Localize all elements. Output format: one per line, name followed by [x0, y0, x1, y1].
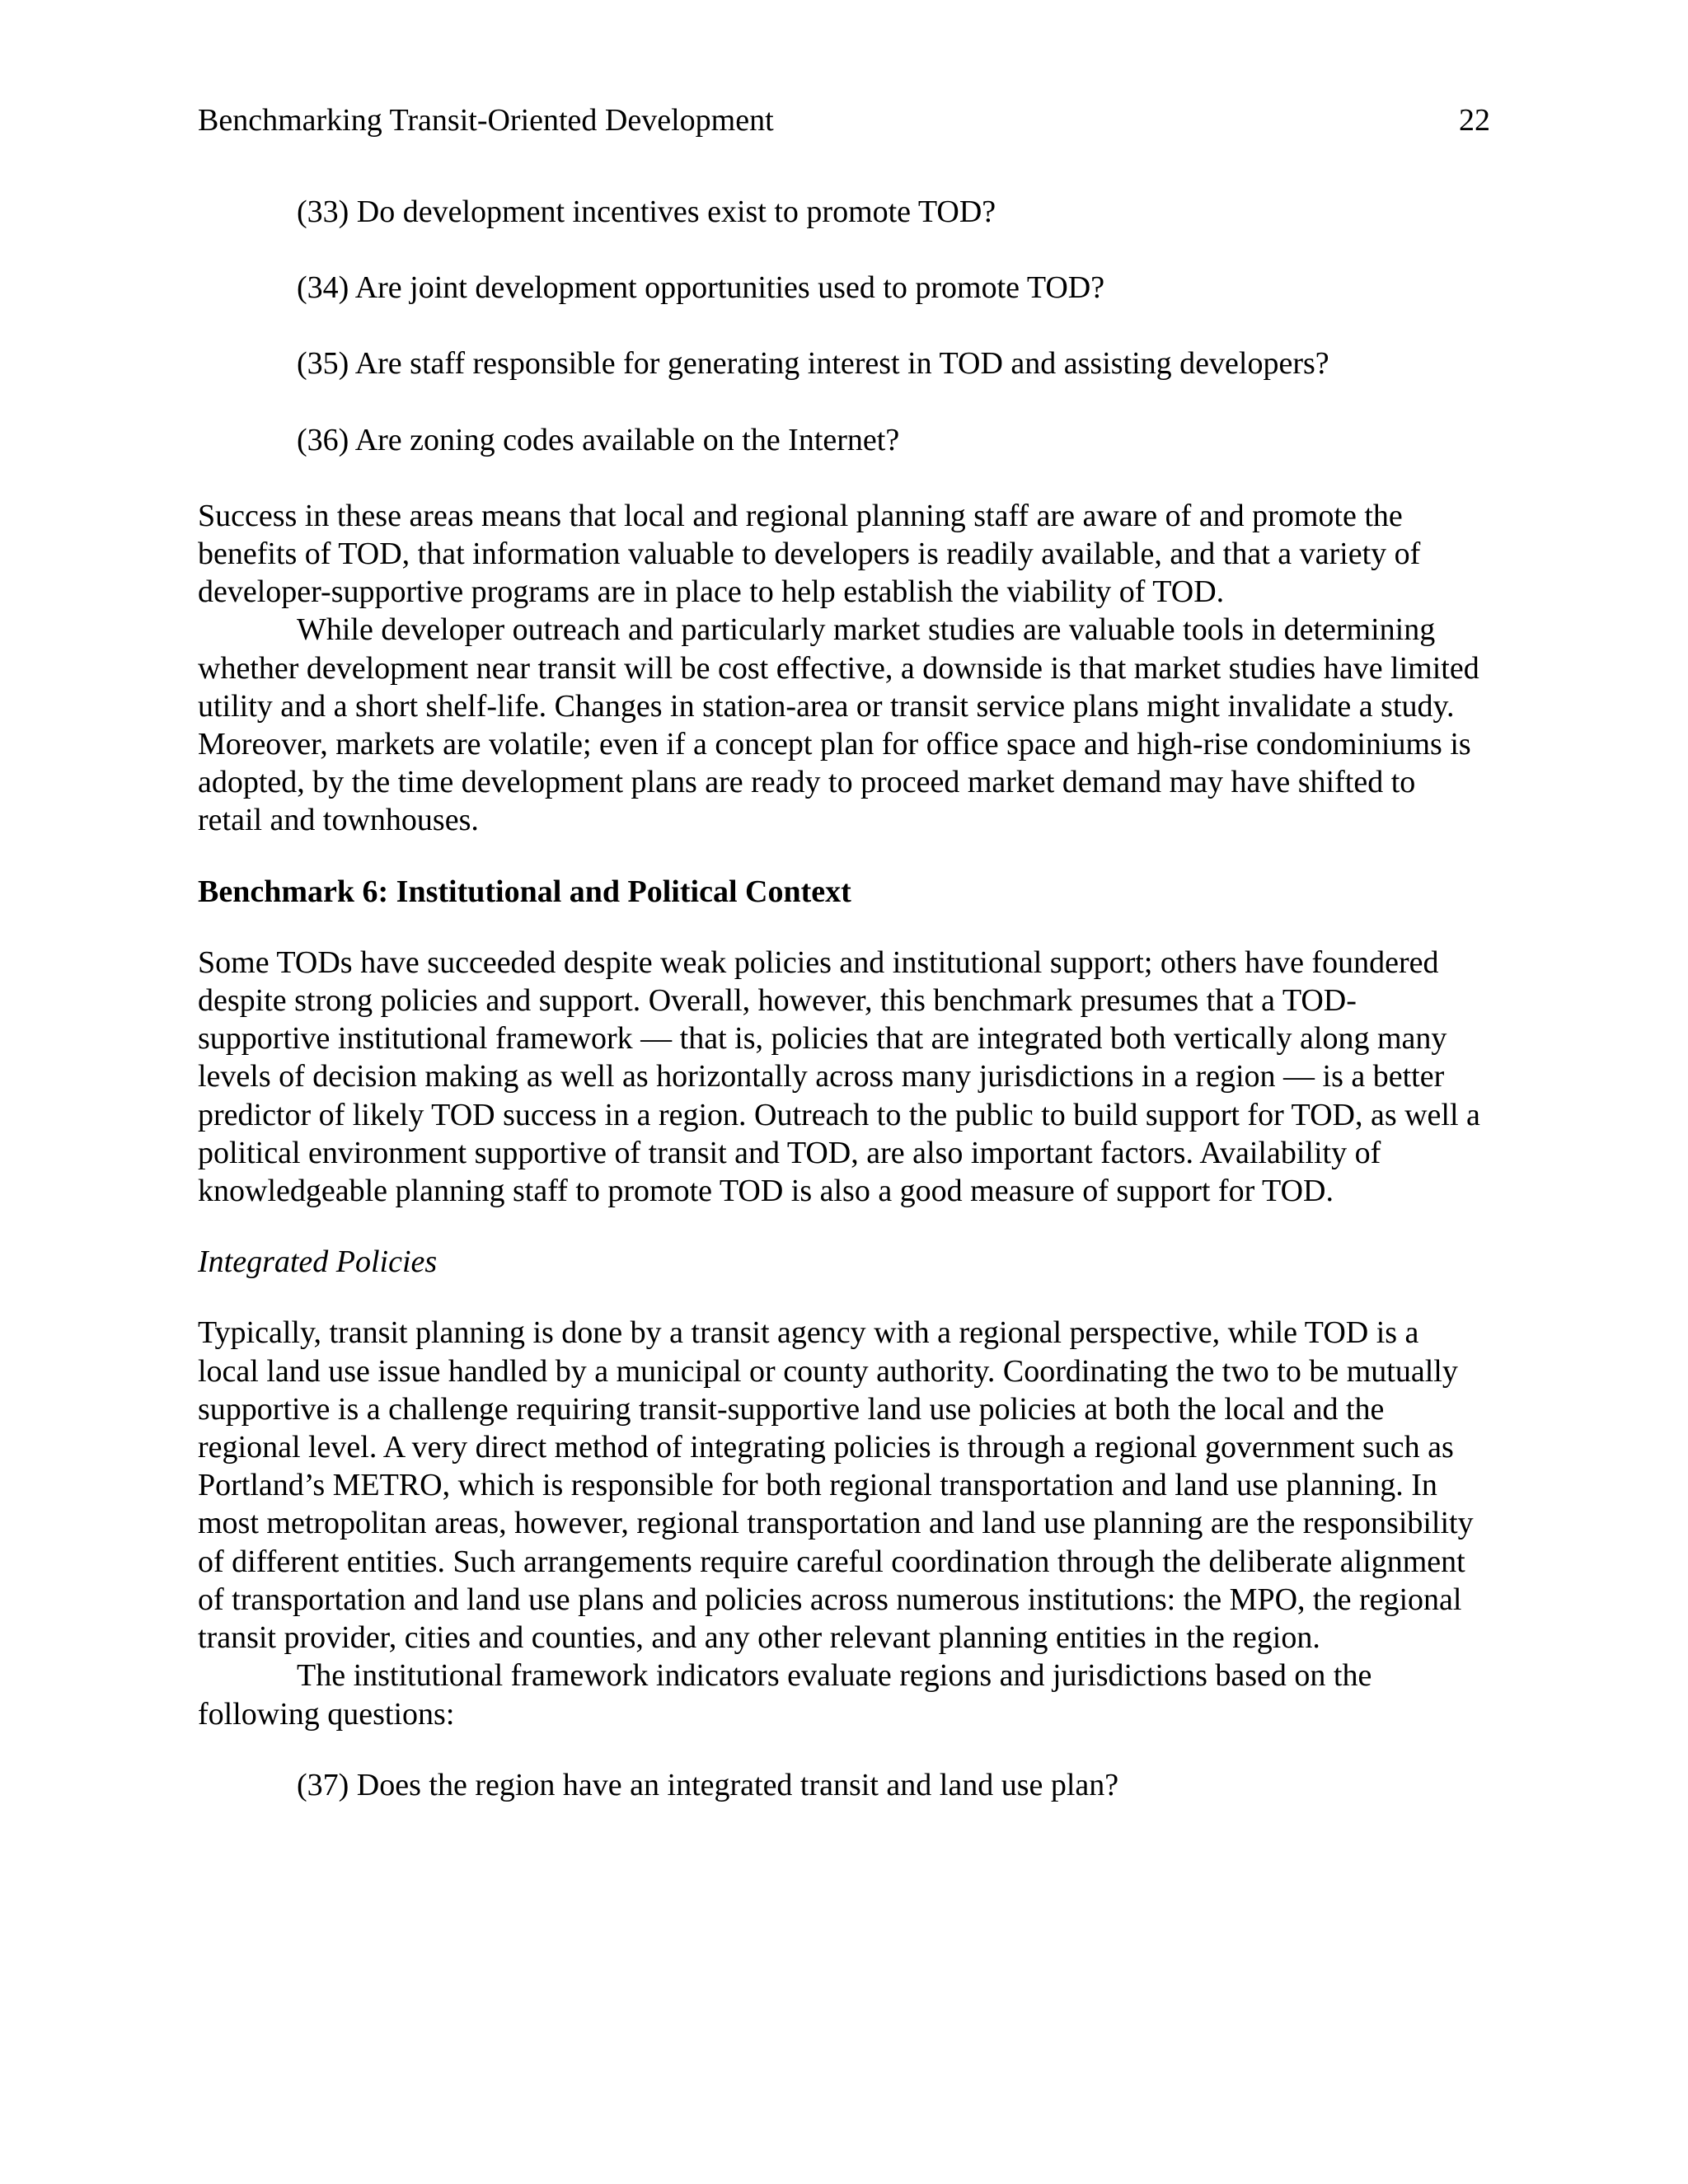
- question-35: (35) Are staff responsible for generating interest in TOD and assisting developers?: [297, 346, 1329, 382]
- subsection-heading: Integrated Policies: [198, 1244, 438, 1280]
- spacer: [198, 840, 1482, 873]
- paragraph-success: Success in these areas means that local and regional planning staff are aware of and promote the benefits of TOD, that information valuable to developers is readily available, and that a variety of developer-supportive programs are in place to help establish the viability of TOD.: [198, 498, 1421, 610]
- question-37: (37) Does the region have an integrated transit and land use plan?: [297, 1767, 1119, 1802]
- question-36: (36) Are zoning codes available on the Internet?: [297, 422, 900, 457]
- page-number: 22: [1459, 103, 1490, 138]
- section-intro: Some TODs have succeeded despite weak policies and institutional support; others have foundered despite strong policies and support. Overall, however, this benchmark presumes that a TOD-supportive institutional framework — that is, policies that are integrated both vertically along many levels of decision making as well as horizontally across many jurisdictions in a region — is a better predictor of likely TOD success in a region. Outreach to the public to build support for TOD, as well a political environment supportive of transit and TOD, are also important factors. Availability of knowledgeable planning staff to promote TOD is also a good measure of support for TOD.: [198, 944, 1480, 1209]
- running-title: Benchmarking Transit-Oriented Development: [198, 103, 774, 138]
- question-34: (34) Are joint development opportunities used to promote TOD?: [297, 270, 1105, 306]
- paragraph-developer-outreach: While developer outreach and particularly market studies are valuable tools in determining whether development near transit will be cost effective, a downside is that market studies have limited utility and a short shelf-life. Changes in station-area or transit service plans might invalidate a study. Moreover, markets are volatile; even if a concept plan for office space and high-rise condominiums is adopted, by the time development plans are ready to proceed market demand may have shifted to retail and townhouses.: [198, 612, 1479, 838]
- spacer: [198, 911, 1482, 944]
- running-header: [198, 96, 1490, 145]
- integrated-policies-paragraph: Typically, transit planning is done by a transit agency with a regional perspective, while TOD is a local land use issue handled by a municipal or county authority. Coordinating the two to be mutually supportive is a challenge requiring transit-supportive land use policies at both the local and the regional level. A very direct method of integrating policies is through a regional government such as Portland’s METRO, which is responsible for both regional transportation and land use planning. In most metropolitan areas, however, regional transportation and land use planning are the responsibility of different entities. Such arrangements require careful coordination through the deliberate alignment of transportation and land use plans and policies across numerous institutions: the MPO, the regional transit provider, cities and counties, and any other relevant planning entities in the region.: [198, 1315, 1474, 1656]
- section-heading: Benchmark 6: Institutional and Political Context: [198, 874, 851, 909]
- framework-indicators-paragraph: The institutional framework indicators evaluate regions and jurisdictions based on the following questions:: [198, 1658, 1372, 1732]
- page-body: [198, 193, 1482, 1842]
- spacer: [198, 1281, 1482, 1314]
- spacer: [198, 1733, 1482, 1766]
- spacer: [198, 1210, 1482, 1243]
- question-33: (33) Do development incentives exist to promote TOD?: [297, 194, 996, 229]
